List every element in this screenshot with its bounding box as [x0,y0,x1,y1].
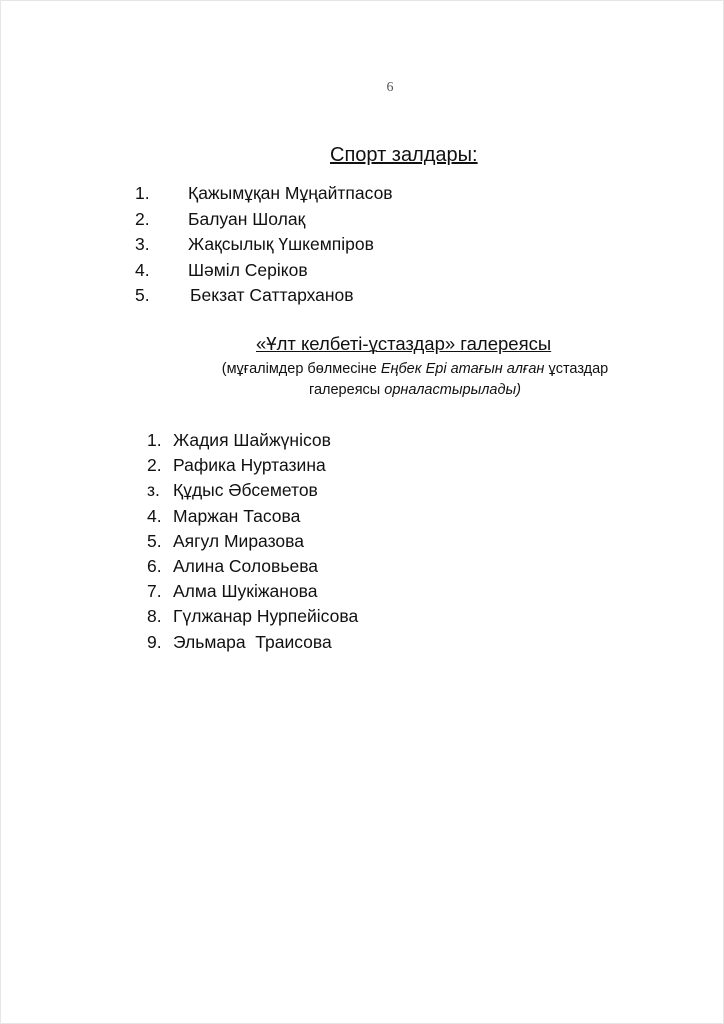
list-item [135,232,393,258]
item-number: 7. [147,581,162,602]
sport-hall-list [135,181,393,309]
item-number: з. [147,480,160,501]
item-number: 2. [135,208,150,229]
item-number: 4. [135,259,150,280]
list-item [147,604,358,629]
item-name: Балуан Шолақ [188,208,306,229]
note-text: (мұғалімдер бөлмесіне [221,361,381,377]
item-name: Алина Соловьева [173,555,319,576]
gallery-note-line-1 [200,359,630,380]
item-name: Жақсылық Үшкемпіров [188,234,374,254]
list-item [135,207,393,233]
item-name: Маржан Тасова [173,505,301,526]
list-item [147,478,358,503]
item-name: Эльмара Траисова [173,631,332,652]
item-name: Алма Шукіжанова [173,581,318,602]
item-number: 8. [147,606,162,627]
item-name: Рафика Нуртазина [173,455,326,476]
item-name: Гүлжанар Нурпейісова [173,606,359,627]
note-text: ұстаздар [548,361,609,377]
item-number: 4. [147,505,162,526]
list-item [135,283,393,309]
teacher-gallery-list [147,428,358,655]
note-text-italic: орналастырылады) [384,382,521,398]
page-number: 6 [386,80,394,95]
item-number: 5. [135,285,150,305]
list-item [147,504,358,529]
item-number: 9. [147,631,162,652]
item-number: 6. [147,555,162,576]
item-number: 3. [135,234,150,254]
item-name: Қажымұқан Мұңайтпасов [188,183,393,203]
item-number: 2. [147,455,162,476]
note-text: галереясы [309,382,385,398]
gallery-section-title: «Ұлт келбеті-ұстаздар» галереясы [256,333,552,354]
item-number: 1. [147,430,162,450]
gallery-note-line-2 [200,380,630,401]
list-item [147,579,358,604]
item-name: Шәміл Серіков [188,259,308,280]
list-item [147,529,358,554]
item-name: Бекзат Саттарханов [190,285,354,305]
list-item [147,453,358,478]
list-item [135,258,393,284]
list-item [147,554,358,579]
item-number: 5. [147,530,162,551]
item-name: Жадия Шайжүнісов [173,430,331,450]
list-item [147,428,358,453]
item-name: Аягул Миразова [173,530,304,551]
item-name: Құдыс Әбсеметов [173,480,318,501]
gallery-note [200,359,630,401]
note-text-italic: Еңбек Ері атағын алған [380,361,549,377]
sport-section-title: Спорт залдары: [330,144,478,166]
item-number: 1. [135,183,150,203]
list-item [135,181,393,207]
list-item [147,630,358,655]
